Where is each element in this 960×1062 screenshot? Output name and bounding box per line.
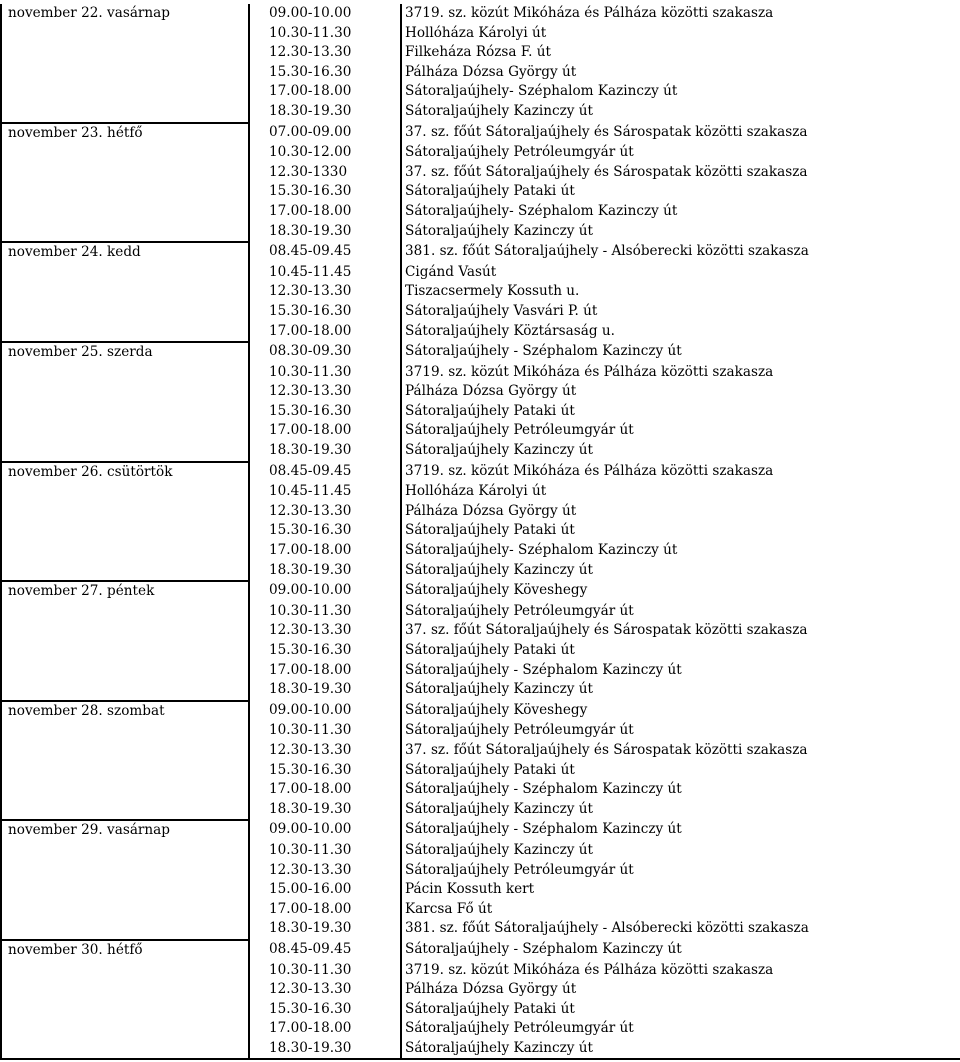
location-cell: 3719. sz. közút Mikóháza és Pálháza közötti szakasza: [401, 462, 960, 483]
schedule-row: [1, 43, 960, 63]
time-slot-cell: 17.00-18.00: [249, 1019, 401, 1039]
time-slot-cell: 17.00-18.00: [249, 322, 401, 343]
location-cell: 37. sz. főút Sátoraljaújhely és Sárospatak közötti szakasza: [401, 163, 960, 183]
time-slot-cell: 15.30-16.30: [249, 641, 401, 661]
schedule-row: [1, 761, 960, 781]
location-cell: Sátoraljaújhely Kazinczy út: [401, 561, 960, 582]
time-slot-cell: 09.00-10.00: [249, 701, 401, 722]
day-label-cell: [1, 143, 249, 163]
day-label-cell: november 25. szerda: [1, 342, 249, 363]
location-cell: Sátoraljaújhely Pataki út: [401, 1000, 960, 1020]
day-label-cell: november 30. hétfő: [1, 940, 249, 961]
day-label-cell: [1, 502, 249, 522]
schedule-row: [1, 581, 960, 602]
time-slot-cell: 15.30-16.30: [249, 521, 401, 541]
location-cell: Sátoraljaújhely Petróleumgyár út: [401, 1019, 960, 1039]
schedule-row: [1, 841, 960, 861]
time-slot-cell: 17.00-18.00: [249, 900, 401, 920]
time-slot-cell: 09.00-10.00: [249, 820, 401, 841]
schedule-row: [1, 701, 960, 722]
day-label-cell: [1, 482, 249, 502]
day-label-cell: [1, 541, 249, 561]
time-slot-cell: 18.30-19.30: [249, 1039, 401, 1060]
day-label-cell: [1, 322, 249, 343]
schedule-row: [1, 1039, 960, 1060]
time-slot-cell: 15.30-16.30: [249, 402, 401, 422]
location-cell: Karcsa Fő út: [401, 900, 960, 920]
schedule-row: [1, 680, 960, 701]
day-label-cell: [1, 841, 249, 861]
time-slot-cell: 10.30-11.30: [249, 721, 401, 741]
location-cell: 3719. sz. közút Mikóháza és Pálháza közötti szakasza: [401, 363, 960, 383]
schedule-row: [1, 342, 960, 363]
day-label-cell: november 26. csütörtök: [1, 462, 249, 483]
time-slot-cell: 12.30-1330: [249, 163, 401, 183]
location-cell: 37. sz. főút Sátoraljaújhely és Sárospatak közötti szakasza: [401, 741, 960, 761]
location-cell: Sátoraljaújhely Pataki út: [401, 521, 960, 541]
time-slot-cell: 08.45-09.45: [249, 462, 401, 483]
schedule-table-body: [1, 4, 960, 1059]
location-cell: Sátoraljaújhely Pataki út: [401, 402, 960, 422]
schedule-row: [1, 502, 960, 522]
day-label-cell: [1, 861, 249, 881]
day-label-cell: november 29. vasárnap: [1, 820, 249, 841]
day-label-cell: [1, 521, 249, 541]
time-slot-cell: 18.30-19.30: [249, 800, 401, 821]
location-cell: 37. sz. főút Sátoraljaújhely és Sárospatak közötti szakasza: [401, 123, 960, 144]
time-slot-cell: 15.30-16.30: [249, 1000, 401, 1020]
time-slot-cell: 18.30-19.30: [249, 441, 401, 462]
day-label-cell: [1, 621, 249, 641]
location-cell: Tiszacsermely Kossuth u.: [401, 282, 960, 302]
day-label-cell: [1, 382, 249, 402]
location-cell: Sátoraljaújhely - Széphalom Kazinczy út: [401, 661, 960, 681]
day-label-cell: november 23. hétfő: [1, 123, 249, 144]
time-slot-cell: 17.00-18.00: [249, 780, 401, 800]
schedule-row: [1, 382, 960, 402]
time-slot-cell: 12.30-13.30: [249, 741, 401, 761]
location-cell: 37. sz. főút Sátoraljaújhely és Sárospatak közötti szakasza: [401, 621, 960, 641]
schedule-row: [1, 462, 960, 483]
time-slot-cell: 18.30-19.30: [249, 561, 401, 582]
day-label-cell: [1, 441, 249, 462]
time-slot-cell: 18.30-19.30: [249, 222, 401, 243]
day-label-cell: november 24. kedd: [1, 242, 249, 263]
day-label-cell: [1, 602, 249, 622]
location-cell: Sátoraljaújhely Petróleumgyár út: [401, 602, 960, 622]
day-label-cell: [1, 980, 249, 1000]
schedule-row: [1, 24, 960, 44]
time-slot-cell: 12.30-13.30: [249, 980, 401, 1000]
schedule-row: [1, 182, 960, 202]
location-cell: Sátoraljaújhely Petróleumgyár út: [401, 721, 960, 741]
location-cell: Filkeháza Rózsa F. út: [401, 43, 960, 63]
schedule-row: [1, 4, 960, 24]
day-label-cell: [1, 402, 249, 422]
schedule-row: [1, 363, 960, 383]
schedule-row: [1, 402, 960, 422]
time-slot-cell: 17.00-18.00: [249, 541, 401, 561]
schedule-row: [1, 861, 960, 881]
location-cell: 3719. sz. közút Mikóháza és Pálháza közötti szakasza: [401, 961, 960, 981]
day-label-cell: [1, 800, 249, 821]
schedule-row: [1, 123, 960, 144]
day-label-cell: [1, 761, 249, 781]
time-slot-cell: 17.00-18.00: [249, 661, 401, 681]
time-slot-cell: 10.30-11.30: [249, 363, 401, 383]
schedule-row: [1, 322, 960, 343]
time-slot-cell: 09.00-10.00: [249, 4, 401, 24]
time-slot-cell: 10.30-11.30: [249, 602, 401, 622]
location-cell: Sátoraljaújhely Vasvári P. út: [401, 302, 960, 322]
day-label-cell: [1, 661, 249, 681]
day-label-cell: [1, 182, 249, 202]
location-cell: Pálháza Dózsa György út: [401, 980, 960, 1000]
day-label-cell: [1, 680, 249, 701]
location-cell: Sátoraljaújhely Kazinczy út: [401, 841, 960, 861]
day-label-cell: [1, 202, 249, 222]
schedule-row: [1, 242, 960, 263]
schedule-row: [1, 1019, 960, 1039]
day-label-cell: [1, 741, 249, 761]
day-label-cell: [1, 24, 249, 44]
location-cell: Sátoraljaújhely Köveshegy: [401, 701, 960, 722]
time-slot-cell: 17.00-18.00: [249, 82, 401, 102]
schedule-row: [1, 919, 960, 940]
location-cell: Sátoraljaújhely Petróleumgyár út: [401, 143, 960, 163]
location-cell: Pácin Kossuth kert: [401, 880, 960, 900]
schedule-row: [1, 741, 960, 761]
time-slot-cell: 12.30-13.30: [249, 621, 401, 641]
day-label-cell: [1, 919, 249, 940]
schedule-document: [0, 4, 960, 1060]
schedule-row: [1, 82, 960, 102]
location-cell: Sátoraljaújhely Kazinczy út: [401, 800, 960, 821]
schedule-row: [1, 63, 960, 83]
schedule-row: [1, 940, 960, 961]
time-slot-cell: 15.30-16.30: [249, 302, 401, 322]
time-slot-cell: 12.30-13.30: [249, 861, 401, 881]
day-label-cell: [1, 363, 249, 383]
schedule-row: [1, 102, 960, 123]
schedule-table: [0, 4, 960, 1060]
schedule-row: [1, 263, 960, 283]
location-cell: Pálháza Dózsa György út: [401, 502, 960, 522]
schedule-row: [1, 282, 960, 302]
schedule-row: [1, 621, 960, 641]
schedule-row: [1, 521, 960, 541]
day-label-cell: [1, 302, 249, 322]
day-label-cell: [1, 1000, 249, 1020]
location-cell: Sátoraljaújhely Köveshegy: [401, 581, 960, 602]
time-slot-cell: 18.30-19.30: [249, 680, 401, 701]
schedule-row: [1, 602, 960, 622]
time-slot-cell: 10.45-11.45: [249, 263, 401, 283]
time-slot-cell: 10.45-11.45: [249, 482, 401, 502]
location-cell: Pálháza Dózsa György út: [401, 382, 960, 402]
day-label-cell: [1, 421, 249, 441]
location-cell: Sátoraljaújhely- Széphalom Kazinczy út: [401, 202, 960, 222]
location-cell: Sátoraljaújhely Kazinczy út: [401, 1039, 960, 1060]
schedule-row: [1, 143, 960, 163]
schedule-row: [1, 661, 960, 681]
schedule-row: [1, 961, 960, 981]
location-cell: Sátoraljaújhely Petróleumgyár út: [401, 861, 960, 881]
location-cell: Sátoraljaújhely Kazinczy út: [401, 441, 960, 462]
day-label-cell: [1, 961, 249, 981]
location-cell: Sátoraljaújhely- Széphalom Kazinczy út: [401, 82, 960, 102]
schedule-row: [1, 302, 960, 322]
time-slot-cell: 10.30-11.30: [249, 961, 401, 981]
time-slot-cell: 18.30-19.30: [249, 102, 401, 123]
location-cell: Hollóháza Károlyi út: [401, 482, 960, 502]
schedule-row: [1, 541, 960, 561]
time-slot-cell: 17.00-18.00: [249, 421, 401, 441]
day-label-cell: [1, 163, 249, 183]
schedule-row: [1, 820, 960, 841]
location-cell: Cigánd Vasút: [401, 263, 960, 283]
location-cell: Hollóháza Károlyi út: [401, 24, 960, 44]
time-slot-cell: 10.30-11.30: [249, 24, 401, 44]
day-label-cell: [1, 102, 249, 123]
schedule-row: [1, 800, 960, 821]
day-label-cell: [1, 900, 249, 920]
schedule-row: [1, 561, 960, 582]
location-cell: Sátoraljaújhely - Széphalom Kazinczy út: [401, 780, 960, 800]
location-cell: Sátoraljaújhely Kazinczy út: [401, 102, 960, 123]
time-slot-cell: 07.00-09.00: [249, 123, 401, 144]
schedule-row: [1, 900, 960, 920]
time-slot-cell: 08.30-09.30: [249, 342, 401, 363]
schedule-row: [1, 202, 960, 222]
location-cell: Sátoraljaújhely Petróleumgyár út: [401, 421, 960, 441]
day-label-cell: [1, 63, 249, 83]
day-label-cell: november 28. szombat: [1, 701, 249, 722]
location-cell: Pálháza Dózsa György út: [401, 63, 960, 83]
day-label-cell: [1, 1019, 249, 1039]
schedule-row: [1, 980, 960, 1000]
time-slot-cell: 10.30-12.00: [249, 143, 401, 163]
day-label-cell: [1, 43, 249, 63]
location-cell: Sátoraljaújhely - Széphalom Kazinczy út: [401, 940, 960, 961]
time-slot-cell: 15.30-16.30: [249, 761, 401, 781]
time-slot-cell: 15.30-16.30: [249, 63, 401, 83]
location-cell: 381. sz. főút Sátoraljaújhely - Alsóberecki közötti szakasza: [401, 919, 960, 940]
location-cell: Sátoraljaújhely Köztársaság u.: [401, 322, 960, 343]
time-slot-cell: 15.30-16.30: [249, 182, 401, 202]
location-cell: Sátoraljaújhely - Széphalom Kazinczy út: [401, 342, 960, 363]
time-slot-cell: 10.30-11.30: [249, 841, 401, 861]
location-cell: Sátoraljaújhely Kazinczy út: [401, 680, 960, 701]
time-slot-cell: 12.30-13.30: [249, 282, 401, 302]
day-label-cell: [1, 82, 249, 102]
location-cell: 381. sz. főút Sátoraljaújhely - Alsóberecki közötti szakasza: [401, 242, 960, 263]
day-label-cell: [1, 641, 249, 661]
schedule-row: [1, 482, 960, 502]
schedule-row: [1, 721, 960, 741]
schedule-row: [1, 880, 960, 900]
time-slot-cell: 17.00-18.00: [249, 202, 401, 222]
time-slot-cell: 09.00-10.00: [249, 581, 401, 602]
schedule-row: [1, 780, 960, 800]
time-slot-cell: 15.00-16.00: [249, 880, 401, 900]
schedule-row: [1, 641, 960, 661]
schedule-row: [1, 222, 960, 243]
day-label-cell: [1, 263, 249, 283]
day-label-cell: [1, 222, 249, 243]
day-label-cell: [1, 721, 249, 741]
time-slot-cell: 08.45-09.45: [249, 940, 401, 961]
time-slot-cell: 12.30-13.30: [249, 43, 401, 63]
schedule-row: [1, 163, 960, 183]
time-slot-cell: 18.30-19.30: [249, 919, 401, 940]
schedule-row: [1, 1000, 960, 1020]
day-label-cell: [1, 1039, 249, 1060]
day-label-cell: [1, 780, 249, 800]
location-cell: Sátoraljaújhely Pataki út: [401, 641, 960, 661]
time-slot-cell: 08.45-09.45: [249, 242, 401, 263]
day-label-cell: [1, 880, 249, 900]
time-slot-cell: 12.30-13.30: [249, 502, 401, 522]
location-cell: Sátoraljaújhely - Széphalom Kazinczy út: [401, 820, 960, 841]
day-label-cell: november 22. vasárnap: [1, 4, 249, 24]
day-label-cell: [1, 561, 249, 582]
location-cell: Sátoraljaújhely- Széphalom Kazinczy út: [401, 541, 960, 561]
schedule-row: [1, 441, 960, 462]
schedule-row: [1, 421, 960, 441]
location-cell: Sátoraljaújhely Kazinczy út: [401, 222, 960, 243]
location-cell: 3719. sz. közút Mikóháza és Pálháza közötti szakasza: [401, 4, 960, 24]
time-slot-cell: 12.30-13.30: [249, 382, 401, 402]
day-label-cell: november 27. péntek: [1, 581, 249, 602]
location-cell: Sátoraljaújhely Pataki út: [401, 182, 960, 202]
day-label-cell: [1, 282, 249, 302]
location-cell: Sátoraljaújhely Pataki út: [401, 761, 960, 781]
